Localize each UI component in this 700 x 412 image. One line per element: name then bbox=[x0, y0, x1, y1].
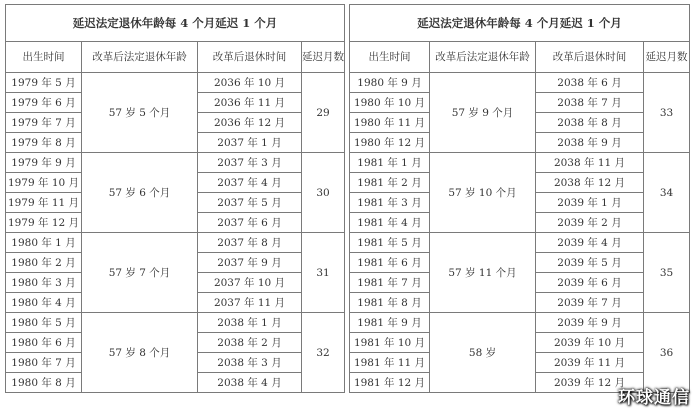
table-row bbox=[350, 73, 690, 93]
birth-time-cell: 1980 年 1 月 bbox=[6, 233, 82, 253]
birth-time-cell: 1980 年 11 月 bbox=[350, 113, 430, 133]
table-title: 延迟法定退休年龄每 4 个月延迟 1 个月 bbox=[350, 5, 690, 42]
header-retirement-age: 改革后法定退休年龄 bbox=[82, 42, 198, 73]
birth-time-cell: 1980 年 12 月 bbox=[350, 133, 430, 153]
retirement-time-cell: 2038 年 11 月 bbox=[536, 153, 644, 173]
retirement-table-right bbox=[349, 4, 690, 393]
retirement-time-cell: 2037 年 8 月 bbox=[198, 233, 302, 253]
retirement-time-cell: 2038 年 8 月 bbox=[536, 113, 644, 133]
retirement-time-cell: 2038 年 2 月 bbox=[198, 333, 302, 353]
table-title: 延迟法定退休年龄每 4 个月延迟 1 个月 bbox=[6, 5, 345, 42]
birth-time-cell: 1981 年 1 月 bbox=[350, 153, 430, 173]
table-row bbox=[350, 313, 690, 333]
birth-time-cell: 1979 年 5 月 bbox=[6, 73, 82, 93]
retirement-time-cell: 2039 年 11 月 bbox=[536, 353, 644, 373]
retirement-time-cell: 2039 年 6 月 bbox=[536, 273, 644, 293]
birth-time-cell: 1980 年 9 月 bbox=[350, 73, 430, 93]
table-header-row bbox=[6, 42, 345, 73]
birth-time-cell: 1981 年 8 月 bbox=[350, 293, 430, 313]
table-row bbox=[6, 73, 345, 93]
retirement-time-cell: 2037 年 1 月 bbox=[198, 133, 302, 153]
header-birth-time: 出生时间 bbox=[350, 42, 430, 73]
header-delay-months: 延迟月数 bbox=[644, 42, 690, 73]
retirement-age-cell: 57 岁 11 个月 bbox=[430, 233, 536, 313]
header-retirement-age: 改革后法定退休年龄 bbox=[430, 42, 536, 73]
header-birth-time: 出生时间 bbox=[6, 42, 82, 73]
table-row bbox=[350, 153, 690, 173]
retirement-age-cell: 57 岁 8 个月 bbox=[82, 313, 198, 393]
birth-time-cell: 1979 年 12 月 bbox=[6, 213, 82, 233]
birth-time-cell: 1981 年 10 月 bbox=[350, 333, 430, 353]
table-row bbox=[6, 153, 345, 173]
retirement-time-cell: 2039 年 9 月 bbox=[536, 313, 644, 333]
retirement-time-cell: 2039 年 7 月 bbox=[536, 293, 644, 313]
retirement-time-cell: 2036 年 11 月 bbox=[198, 93, 302, 113]
retirement-age-cell: 57 岁 6 个月 bbox=[82, 153, 198, 233]
birth-time-cell: 1981 年 9 月 bbox=[350, 313, 430, 333]
retirement-time-cell: 2039 年 2 月 bbox=[536, 213, 644, 233]
birth-time-cell: 1979 年 10 月 bbox=[6, 173, 82, 193]
header-retirement-time: 改革后退休时间 bbox=[198, 42, 302, 73]
birth-time-cell: 1979 年 8 月 bbox=[6, 133, 82, 153]
retirement-age-cell: 57 岁 9 个月 bbox=[430, 73, 536, 153]
delay-months-cell: 35 bbox=[644, 233, 690, 313]
birth-time-cell: 1981 年 6 月 bbox=[350, 253, 430, 273]
retirement-time-cell: 2036 年 10 月 bbox=[198, 73, 302, 93]
retirement-time-cell: 2037 年 4 月 bbox=[198, 173, 302, 193]
table-row bbox=[6, 313, 345, 333]
retirement-time-cell: 2039 年 12 月 bbox=[536, 373, 644, 393]
watermark: 环球通信 bbox=[618, 388, 690, 408]
birth-time-cell: 1980 年 4 月 bbox=[6, 293, 82, 313]
birth-time-cell: 1981 年 3 月 bbox=[350, 193, 430, 213]
header-delay-months: 延迟月数 bbox=[302, 42, 345, 73]
birth-time-cell: 1981 年 11 月 bbox=[350, 353, 430, 373]
birth-time-cell: 1980 年 5 月 bbox=[6, 313, 82, 333]
delay-months-cell: 31 bbox=[302, 233, 345, 313]
birth-time-cell: 1980 年 7 月 bbox=[6, 353, 82, 373]
birth-time-cell: 1981 年 12 月 bbox=[350, 373, 430, 393]
delay-months-cell: 34 bbox=[644, 153, 690, 233]
retirement-time-cell: 2038 年 1 月 bbox=[198, 313, 302, 333]
birth-time-cell: 1981 年 7 月 bbox=[350, 273, 430, 293]
table-title-row bbox=[350, 5, 690, 42]
retirement-time-cell: 2037 年 9 月 bbox=[198, 253, 302, 273]
table-title-row bbox=[6, 5, 345, 42]
birth-time-cell: 1980 年 3 月 bbox=[6, 273, 82, 293]
retirement-time-cell: 2036 年 12 月 bbox=[198, 113, 302, 133]
birth-time-cell: 1979 年 11 月 bbox=[6, 193, 82, 213]
retirement-time-cell: 2039 年 5 月 bbox=[536, 253, 644, 273]
birth-time-cell: 1981 年 5 月 bbox=[350, 233, 430, 253]
retirement-time-cell: 2037 年 11 月 bbox=[198, 293, 302, 313]
table-header-row bbox=[350, 42, 690, 73]
retirement-time-cell: 2039 年 1 月 bbox=[536, 193, 644, 213]
delay-months-cell: 32 bbox=[302, 313, 345, 393]
retirement-time-cell: 2039 年 10 月 bbox=[536, 333, 644, 353]
birth-time-cell: 1981 年 2 月 bbox=[350, 173, 430, 193]
retirement-table-left bbox=[5, 4, 345, 393]
birth-time-cell: 1980 年 10 月 bbox=[350, 93, 430, 113]
retirement-age-cell: 57 岁 7 个月 bbox=[82, 233, 198, 313]
delay-months-cell: 30 bbox=[302, 153, 345, 233]
retirement-time-cell: 2038 年 9 月 bbox=[536, 133, 644, 153]
retirement-time-cell: 2037 年 5 月 bbox=[198, 193, 302, 213]
birth-time-cell: 1979 年 7 月 bbox=[6, 113, 82, 133]
retirement-time-cell: 2037 年 6 月 bbox=[198, 213, 302, 233]
birth-time-cell: 1980 年 8 月 bbox=[6, 373, 82, 393]
retirement-time-cell: 2038 年 3 月 bbox=[198, 353, 302, 373]
retirement-time-cell: 2038 年 4 月 bbox=[198, 373, 302, 393]
birth-time-cell: 1979 年 6 月 bbox=[6, 93, 82, 113]
header-retirement-time: 改革后退休时间 bbox=[536, 42, 644, 73]
retirement-time-cell: 2039 年 4 月 bbox=[536, 233, 644, 253]
retirement-age-cell: 57 岁 5 个月 bbox=[82, 73, 198, 153]
table-row bbox=[350, 233, 690, 253]
retirement-time-cell: 2037 年 10 月 bbox=[198, 273, 302, 293]
delay-months-cell: 29 bbox=[302, 73, 345, 153]
birth-time-cell: 1980 年 6 月 bbox=[6, 333, 82, 353]
retirement-age-cell: 58 岁 bbox=[430, 313, 536, 393]
table-row bbox=[6, 233, 345, 253]
delay-months-cell: 36 bbox=[644, 313, 690, 393]
retirement-age-cell: 57 岁 10 个月 bbox=[430, 153, 536, 233]
retirement-time-cell: 2038 年 6 月 bbox=[536, 73, 644, 93]
birth-time-cell: 1980 年 2 月 bbox=[6, 253, 82, 273]
retirement-time-cell: 2038 年 7 月 bbox=[536, 93, 644, 113]
birth-time-cell: 1981 年 4 月 bbox=[350, 213, 430, 233]
retirement-time-cell: 2038 年 12 月 bbox=[536, 173, 644, 193]
delay-months-cell: 33 bbox=[644, 73, 690, 153]
retirement-time-cell: 2037 年 3 月 bbox=[198, 153, 302, 173]
birth-time-cell: 1979 年 9 月 bbox=[6, 153, 82, 173]
